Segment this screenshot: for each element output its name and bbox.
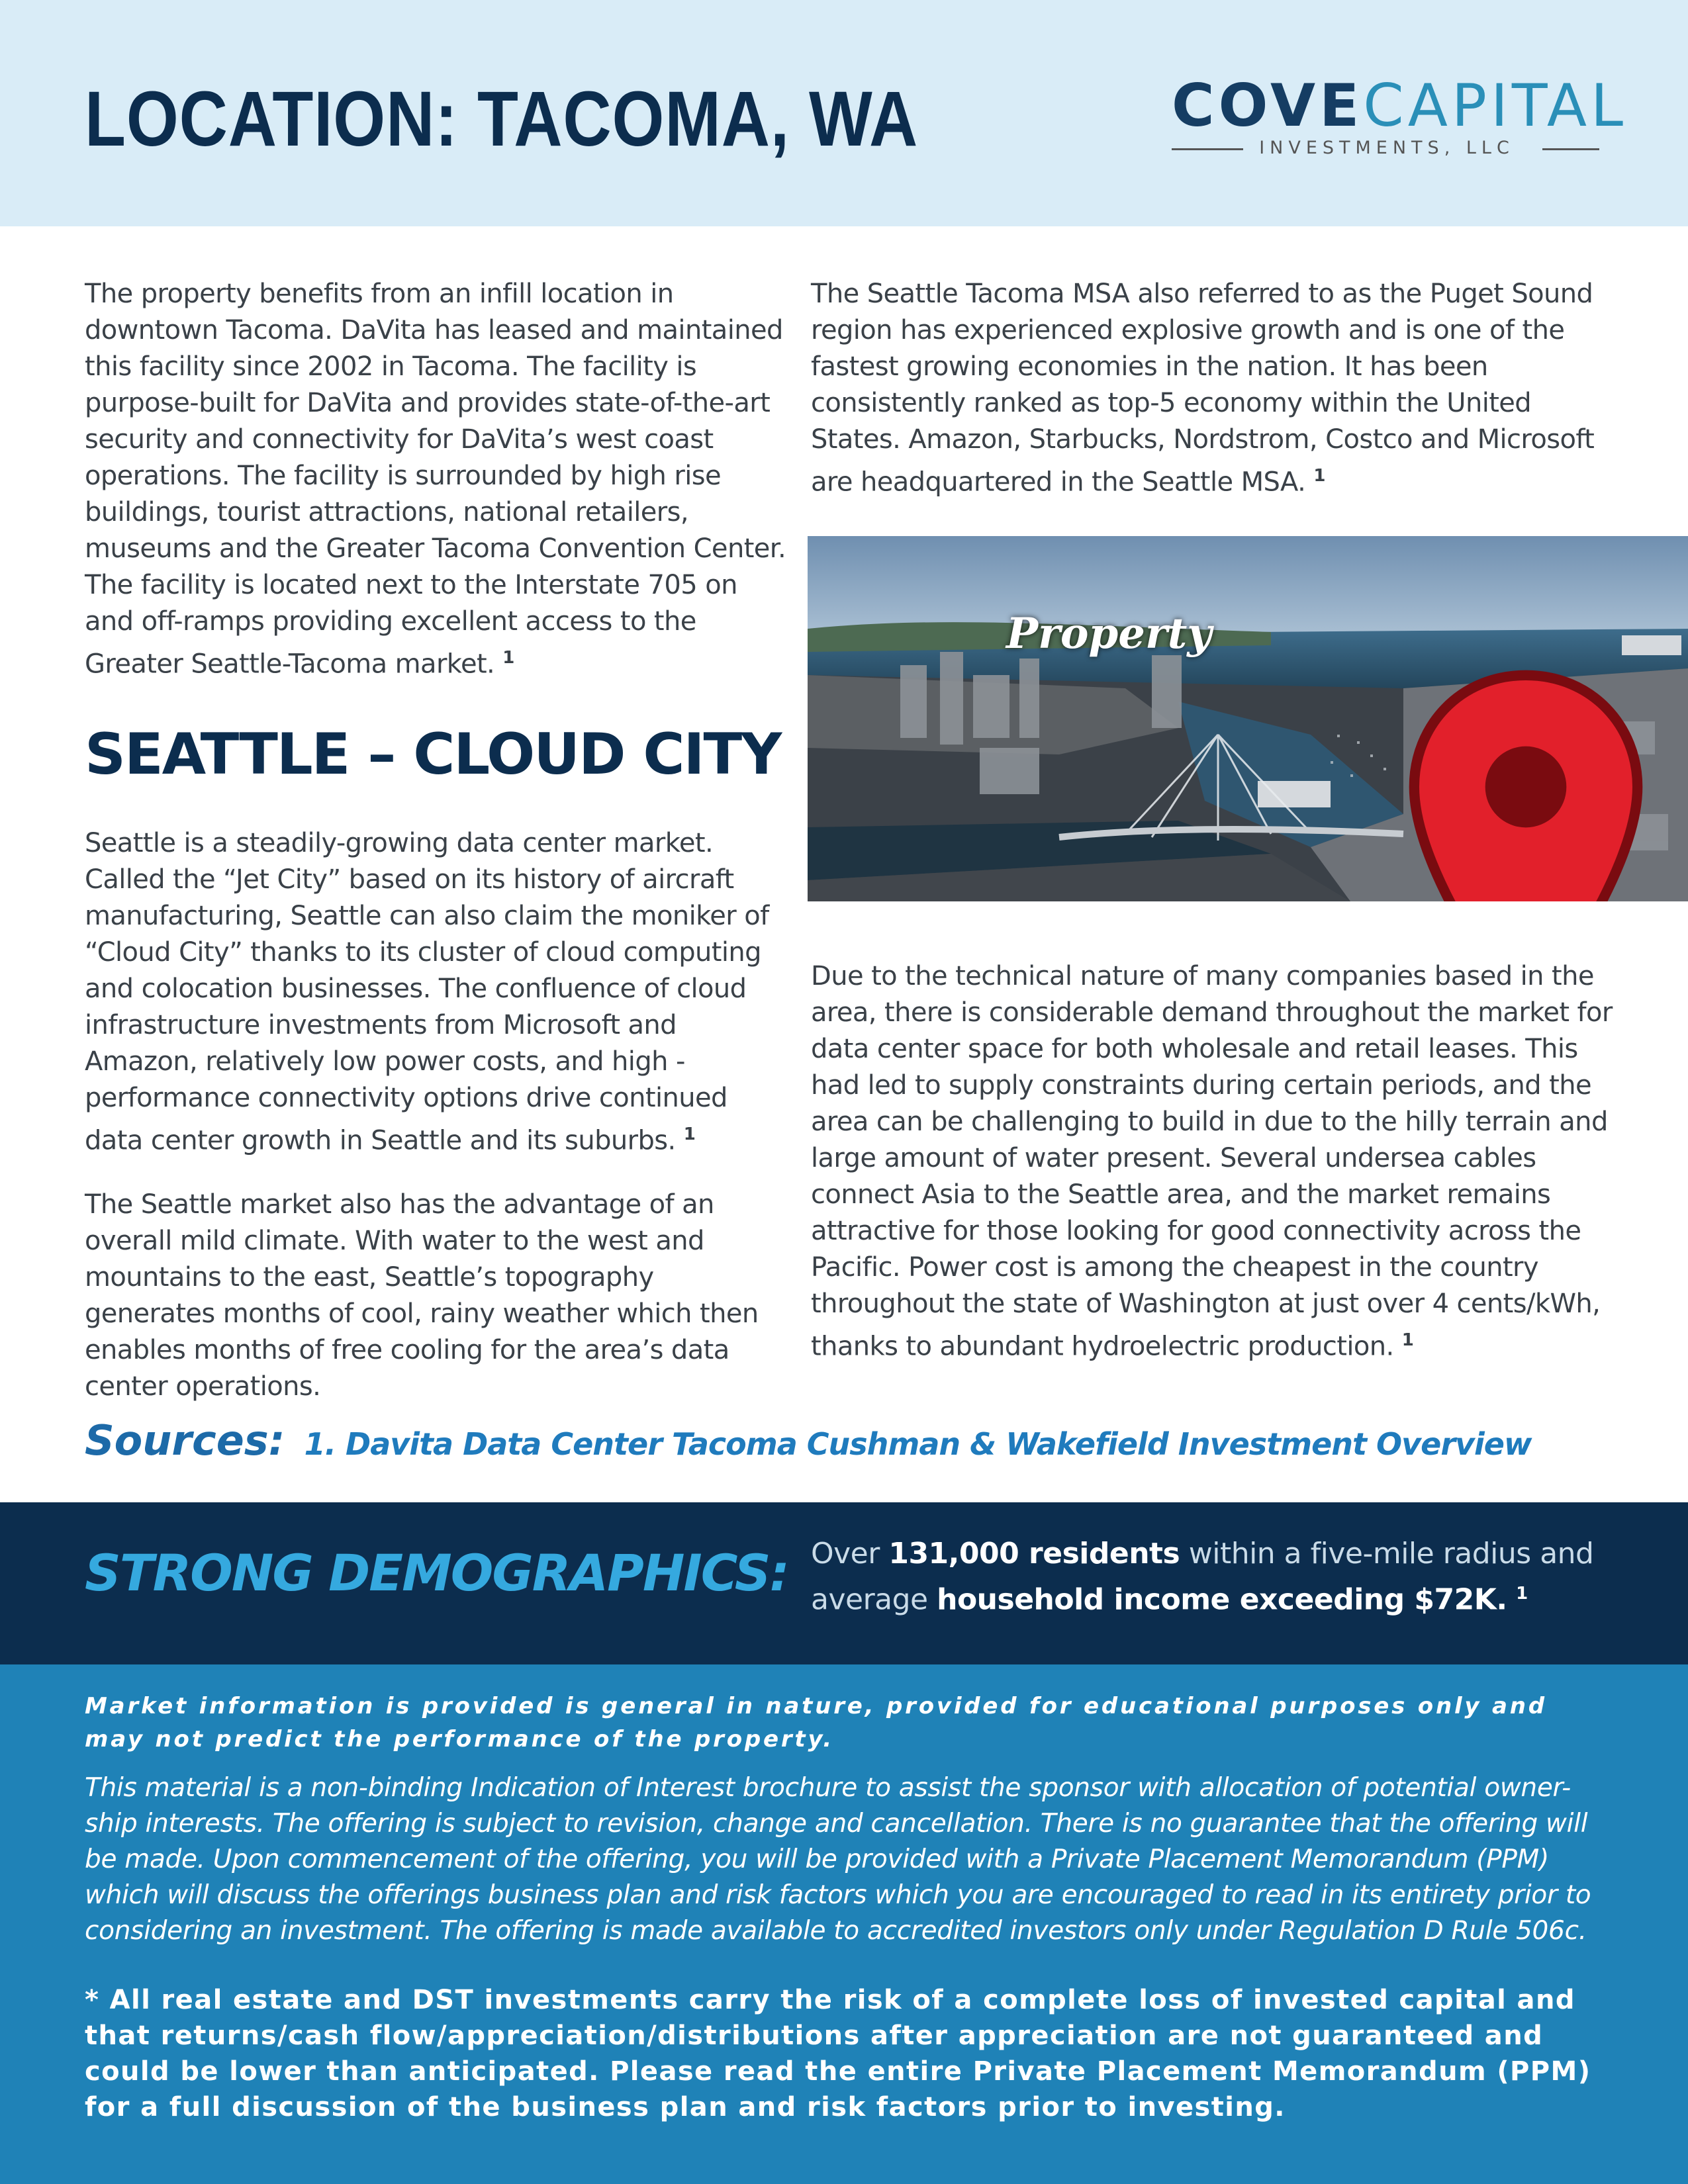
section-heading-seattle: SEATTLE – CLOUD CITY (85, 721, 781, 788)
income-highlight: household income exceeding $72K. (937, 1582, 1507, 1617)
demographics-banner (0, 1502, 1688, 1664)
non-binding-disclaimer: This material is a non-binding Indication of Interest brochure to assist the sponsor with allocation of potential owner-ship interests. The offering is subject to revision, change and cancellation. There is no guarantee that the offering will be made. Upon commencement of the offering, you will be provided with a Private Placement Memorandum (PPM) which will discuss the offerings business plan and risk factors which you are encouraged to read in its entirety prior to considering an investment. The offering is made available to accredited investors only under Regulation D Rule 506c. (85, 1773, 1591, 1946)
sources-citation: 1. Davita Data Center Tacoma Cushman & Wakefield Investment Overview (304, 1426, 1532, 1462)
residents-highlight: 131,000 residents (888, 1537, 1180, 1570)
location-pin-icon (1086, 665, 1688, 901)
logo-divider-right (1542, 148, 1599, 150)
footnote-ref: 1 (1516, 1584, 1528, 1604)
disclaimer-section (0, 1664, 1688, 2184)
intro-paragraph: The property benefits from an infill location in downtown Tacoma. DaVita has leased and maintained this facility since 2002 in Tacoma. The facility is purpose-built for DaVita and provides state-of-the-art security and connectivity for DaVita’s west coast operations. The facility is surrounded by high rise buildings, tourist attractions, national retailers, museums and the Greater Tacoma Convention Center. The facility is located next to the Interstate 705 on and off-ramps providing excellent access to the Greater Seattle-Tacoma market. $^1$ (85, 279, 786, 680)
logo-word-cove: COVE (1172, 71, 1364, 140)
demand-paragraph: Due to the technical nature of many companies based in the area, there is considerable demand throughout the market for data center space for both wholesale and retail leases. This had led to supply constraints during certain periods, and the area can be challenging to build in due to the hilly terrain and large amount of water present. Several undersea cables connect Asia to the Seattle area, and the market remains attractive for those looking for good connectivity across the Pacific. Power cost is among the cheapest in the country throughout the state of Washington at just over 4 cents/kWh, thanks to abundant hydroelectric production. $^1$ (811, 961, 1613, 1362)
demographics-title: STRONG DEMOGRAPHICS: (85, 1543, 788, 1602)
footnote-ref: 1 (502, 648, 514, 668)
photo-property-label: Property (1006, 609, 1212, 659)
seattle-paragraph-2: The Seattle market also has the advantage of an overall mild climate. With water to the west and mountains to the east, Seattle’s topography generates months of cool, rainy weather which then enables months of free cooling for the area’s data center operations. (85, 1189, 759, 1402)
seattle-paragraph-1: Seattle is a steadily-growing data center market. Called the “Jet City” based on its history of aircraft manufacturing, Seattle can also claim the moniker of “Cloud City” thanks to its cluster of cloud computing and colocation businesses. The confluence of cloud infrastructure investments from Microsoft and Amazon, relatively low power costs, and high -performance connectivity options drive continued data center growth in Seattle and its suburbs. $^1$ (85, 828, 769, 1156)
demographics-text: Over 131,000 residents within a five-mile radius and average household income exceeding $72K. $^1$ (811, 1537, 1594, 1617)
logo-subtitle: INVESTMENTS, LLC (1259, 138, 1515, 158)
msa-paragraph: The Seattle Tacoma MSA also referred to as the Puget Sound region has experienced explosive growth and is one of the fastest growing economies in the nation. It has been consistently ranked as top-5 economy within the United States. Amazon, Starbucks, Nordstrom, Costco and Microsoft are headquartered in the Seattle MSA. $^1$ (811, 279, 1595, 498)
page-title: LOCATION: TACOMA, WA (85, 75, 919, 163)
sources-label: Sources: (85, 1416, 285, 1465)
logo-word-capital: CAPITAL (1363, 71, 1628, 140)
footnote-ref: 1 (683, 1124, 696, 1144)
risk-disclaimer: * All real estate and DST investments carry the risk of a complete loss of invested capital and that returns/cash flow/appreciation/distributions after appreciation are not guaranteed and could be lower than anticipated. Please read the entire Private Placement Memorandum (PPM) for a full discussion of the business plan and risk factors prior to investing. (85, 1985, 1591, 2122)
page-header (0, 0, 1688, 226)
company-logo (1172, 71, 1628, 165)
footnote-ref: 1 (1401, 1330, 1414, 1350)
aerial-property-photo (808, 536, 1688, 901)
market-info-disclaimer: Market information is provided is general in nature, provided for educational purposes only and may not predict the performance of the property. (85, 1693, 1547, 1752)
sources-line (85, 1416, 1531, 1465)
footnote-ref: 1 (1313, 466, 1325, 486)
